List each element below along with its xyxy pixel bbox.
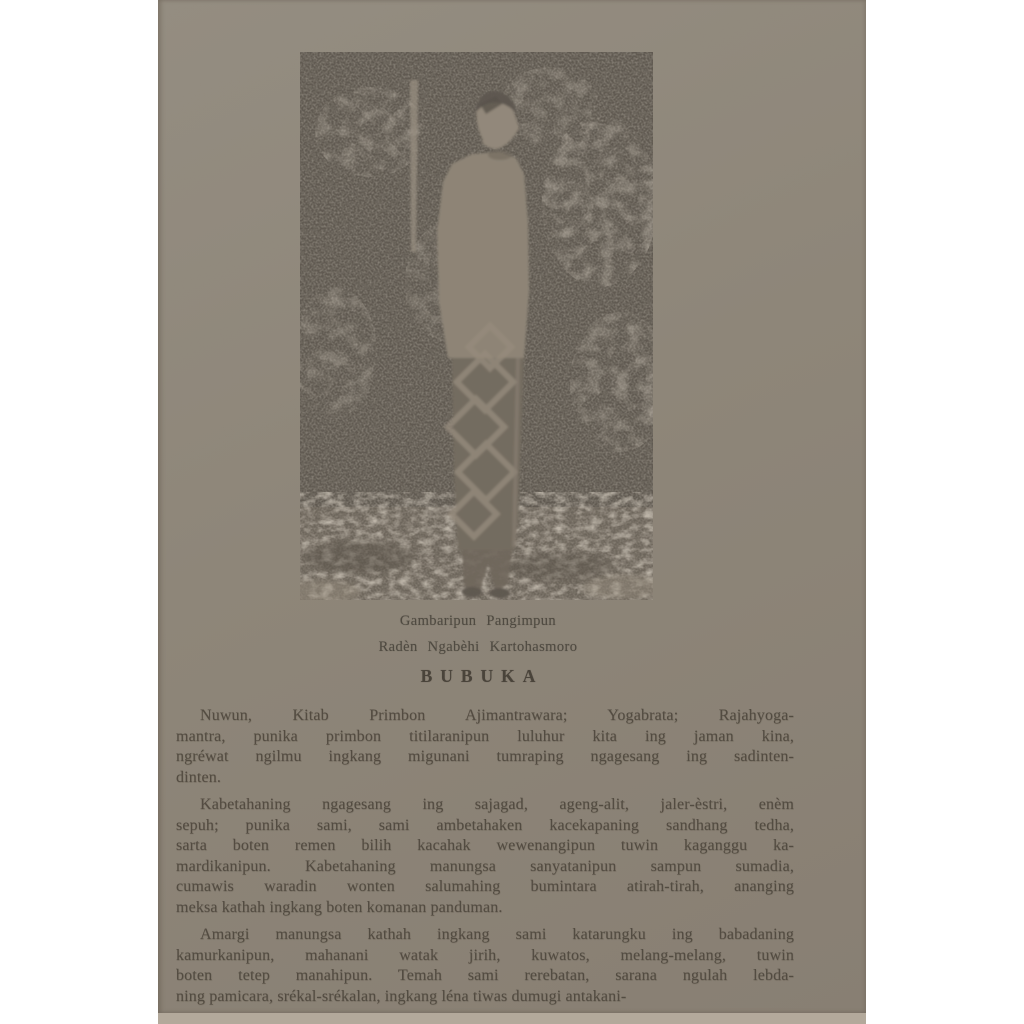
paragraph (176, 925, 794, 1007)
portrait-photo-art (300, 52, 653, 600)
paragraph (176, 795, 794, 918)
portrait-photo (300, 52, 653, 600)
book-page (158, 0, 866, 1013)
photo-caption (248, 608, 708, 660)
text-line: mantra, punika primbon titilaranipun luluhur kita ing jaman kina, (176, 727, 794, 745)
text-line: Amargi manungsa kathah ingkang sami katarungku ing babadaning (200, 926, 794, 943)
text-line: boten tetep manahipun. Temah sami rerebatan, sarana ngulah lebda- (176, 967, 794, 984)
text-line: sarta boten remen bilih kacahak wewenangipun tuwin kaganggu ka- (176, 837, 794, 854)
text-line: Nuwun, Kitab Primbon Ajimantrawara; Yogabrata; Rajahyoga- (200, 707, 794, 724)
text-line: meksa kathah ingkang boten komanan panduman. (176, 898, 503, 916)
text-line: ngréwat ngilmu ingkang migunani tumraping ngagesang ing sadinten- (176, 748, 794, 765)
text-line: ning pamicara, srékal-srékalan, ingkang léna tiwas dumugi antakani- (176, 987, 627, 1005)
text-line: cumawis waradin wonten salumahing bumintara atirah-tirah, ananging (176, 878, 794, 895)
caption-line-1: Gambaripun Pangimpun (399, 613, 557, 629)
text-line: sepuh; punika sami, sami ambetahaken kacekapaning sandhang tedha, (176, 816, 794, 834)
paragraph (176, 706, 794, 788)
page-bottom-edge (158, 1013, 866, 1024)
text-line: dinten. (176, 768, 222, 786)
body-text (176, 706, 794, 1014)
text-line: mardikanipun. Kabetahaning manungsa sanyatanipun sampun sumadia, (176, 857, 794, 875)
caption-line-2: Radèn Ngabèhi Kartohasmoro (378, 639, 578, 655)
section-title: BUBUKA (420, 666, 544, 686)
text-line: kamurkanipun, mahanani watak jirih, kuwatos, melang-melang, tuwin (176, 946, 794, 964)
text-line: Kabetahaning ngagesang ing sajagad, ageng-alit, jaler-èstri, enèm (200, 796, 794, 813)
